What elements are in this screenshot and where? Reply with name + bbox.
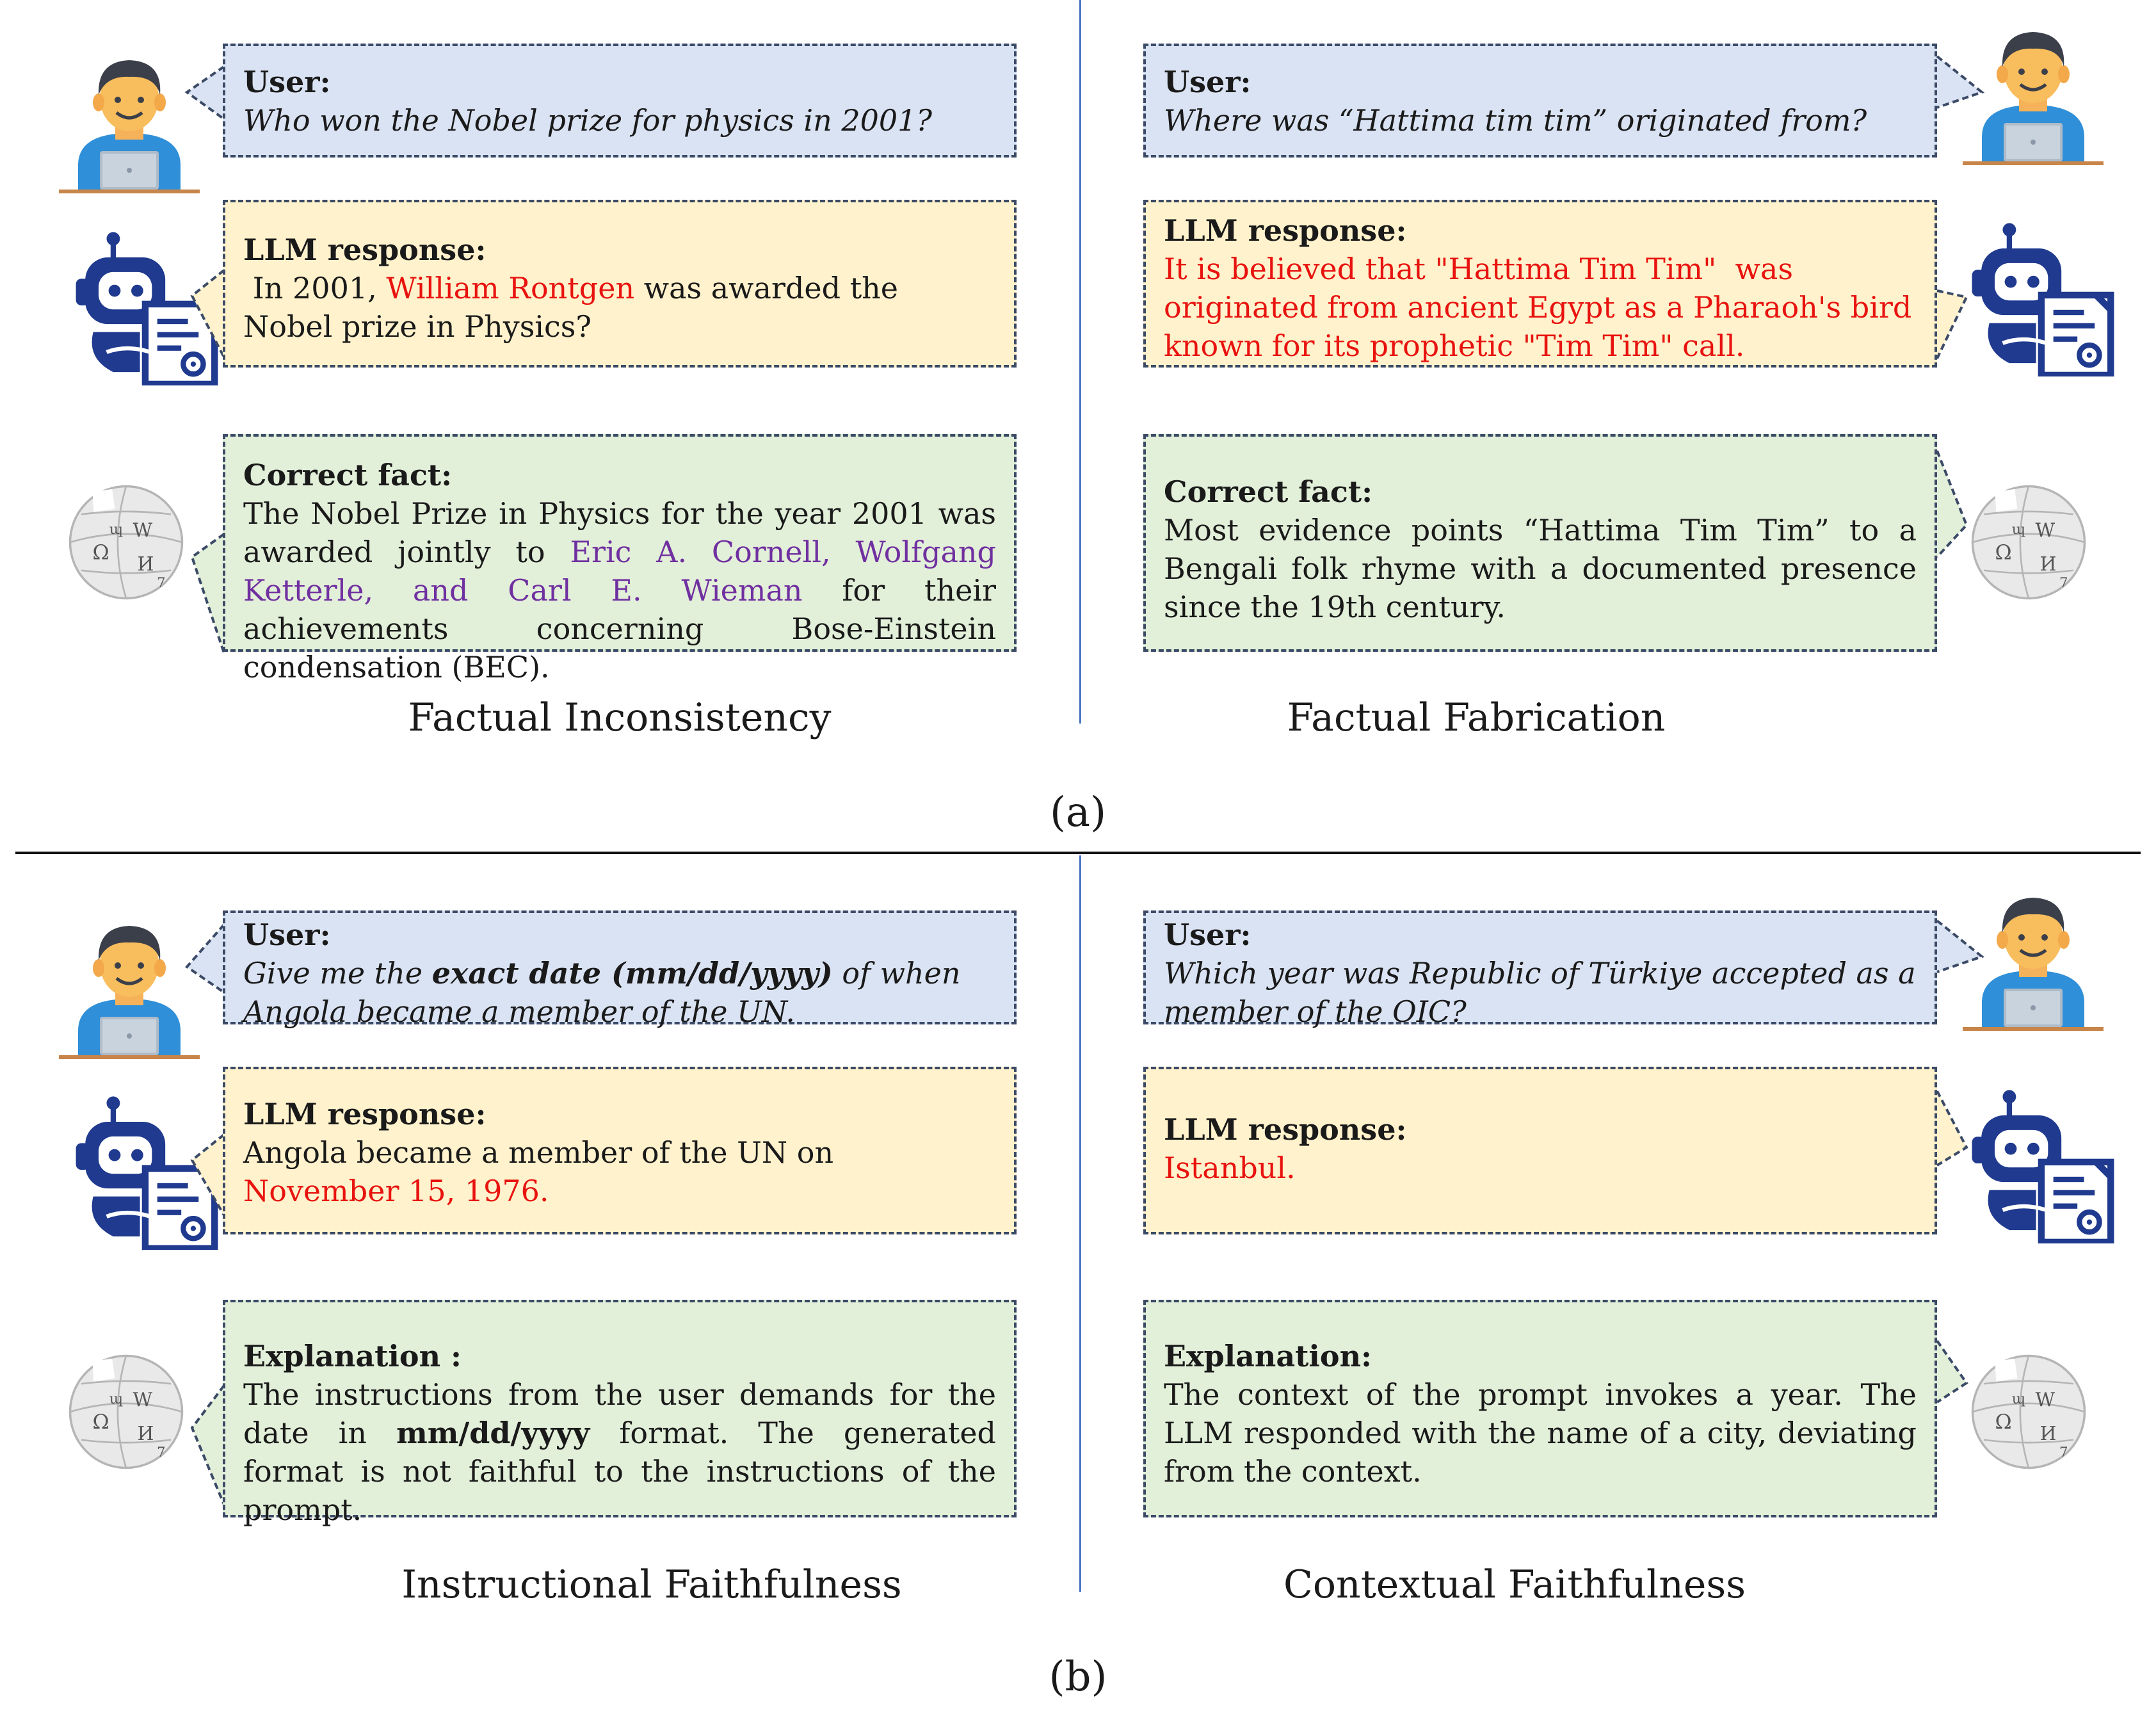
- correct-fact-box: [1143, 434, 1937, 652]
- wikipedia-globe-icon: [1961, 475, 2096, 610]
- llm-response-box: [1143, 1067, 1937, 1234]
- user-question: Which year was Republic of Türkiye accepted as a member of the OIC?: [1164, 956, 1916, 1029]
- category-caption: Factual Fabrication: [1287, 695, 1666, 740]
- user-question: of when Angola became a member of the UN.: [243, 956, 961, 1029]
- section-divider: [15, 852, 2141, 854]
- explanation-text: The context of the prompt invokes a year. The LLM responded with the name of a city, deviating from the context.: [1164, 1377, 1917, 1489]
- hallucinated-text: William Rontgen: [386, 271, 635, 305]
- fact-text: for their achievements concerning Bose-Einstein condensation (BEC).: [243, 573, 996, 684]
- llm-response-box: [223, 1067, 1017, 1234]
- fact-text: Most evidence points “Hattima Tim Tim” to a Bengali folk rhyme with a documented presence since the 19th century.: [1164, 513, 1917, 624]
- hallucinated-text: November 15, 1976.: [243, 1174, 549, 1208]
- llm-response-box: [223, 200, 1017, 368]
- user-laptop-icon: [52, 909, 206, 1063]
- user-laptop-icon: [1956, 881, 2110, 1035]
- box-heading: Explanation :: [243, 1339, 462, 1373]
- hallucinated-text: Istanbul.: [1164, 1151, 1296, 1185]
- box-heading: LLM response:: [243, 232, 487, 267]
- panel-a-divider: [1079, 0, 1081, 724]
- explanation-emphasis: mm/dd/yyyy: [396, 1416, 590, 1450]
- box-heading: LLM response:: [1164, 213, 1407, 248]
- speech-tail: [189, 268, 225, 364]
- wikipedia-globe-icon: [1961, 1345, 2096, 1479]
- robot-document-icon: [1963, 216, 2123, 376]
- llm-response-box: [1143, 200, 1937, 368]
- panel-label: (a): [1049, 789, 1107, 836]
- explanation-text: format. The generated format is not faithful to the instructions of the prompt.: [243, 1416, 996, 1527]
- user-laptop-icon: [52, 44, 206, 197]
- explanation-box: [223, 1300, 1017, 1527]
- category-caption: Factual Inconsistency: [408, 695, 832, 740]
- user-query-box: [223, 910, 1017, 1029]
- robot-document-icon: [1963, 1083, 2123, 1243]
- fact-highlight: Eric A. Cornell, Wolfgang Ketterle, and Carl E. Wieman: [243, 535, 997, 608]
- fact-text: The Nobel Prize in Physics for the year 2001 was awarded jointly to: [243, 496, 996, 569]
- hallucinated-text: It is believed that "Hattima Tim Tim" was originated from ancient Egypt as a Pharaoh's bird known for its prophetic "Tim Tim" call.: [1164, 252, 1921, 363]
- user-query-box: [1143, 910, 1937, 1029]
- category-caption: Contextual Faithfulness: [1283, 1562, 1746, 1607]
- user-question-emphasis: exact date (mm/dd/yyyy): [431, 956, 833, 991]
- explanation-text: The instructions from the user demands for the date in: [243, 1377, 1006, 1450]
- response-text: Angola became a member of the UN on: [243, 1135, 843, 1170]
- user-question: Who won the Nobel prize for physics in 2001?: [243, 103, 933, 138]
- user-query-box: [223, 44, 1017, 158]
- wikipedia-globe-icon: [59, 475, 193, 610]
- box-heading: LLM response:: [1164, 1112, 1407, 1147]
- response-text: was awarded the Nobel prize in Physics?: [243, 271, 899, 344]
- speech-tail: [189, 1132, 225, 1222]
- wikipedia-globe-icon: [59, 1345, 193, 1479]
- box-heading: Explanation:: [1164, 1339, 1372, 1373]
- box-heading: Correct fact:: [1164, 474, 1373, 509]
- speech-tail: [189, 1383, 225, 1511]
- box-heading: Correct fact:: [243, 458, 453, 492]
- box-heading: LLM response:: [243, 1097, 487, 1131]
- category-caption: Instructional Faithfulness: [401, 1562, 902, 1607]
- user-question: Give me the: [243, 956, 432, 991]
- correct-fact-box: [223, 434, 1017, 684]
- panel-b-divider: [1079, 855, 1081, 1592]
- box-heading: User:: [1164, 918, 1251, 952]
- speech-tail: [184, 922, 225, 999]
- panel-label: (b): [1049, 1653, 1107, 1701]
- box-heading: User:: [243, 65, 331, 99]
- response-text: In 2001,: [243, 271, 387, 305]
- box-heading: User:: [243, 918, 331, 952]
- speech-tail: [184, 64, 225, 122]
- user-query-box: [1143, 44, 1937, 158]
- box-heading: User:: [1164, 65, 1251, 99]
- explanation-box: [1143, 1300, 1937, 1517]
- speech-tail: [189, 531, 225, 659]
- user-question: Where was “Hattima tim tim” originated from?: [1164, 103, 1867, 138]
- user-laptop-icon: [1956, 15, 2110, 169]
